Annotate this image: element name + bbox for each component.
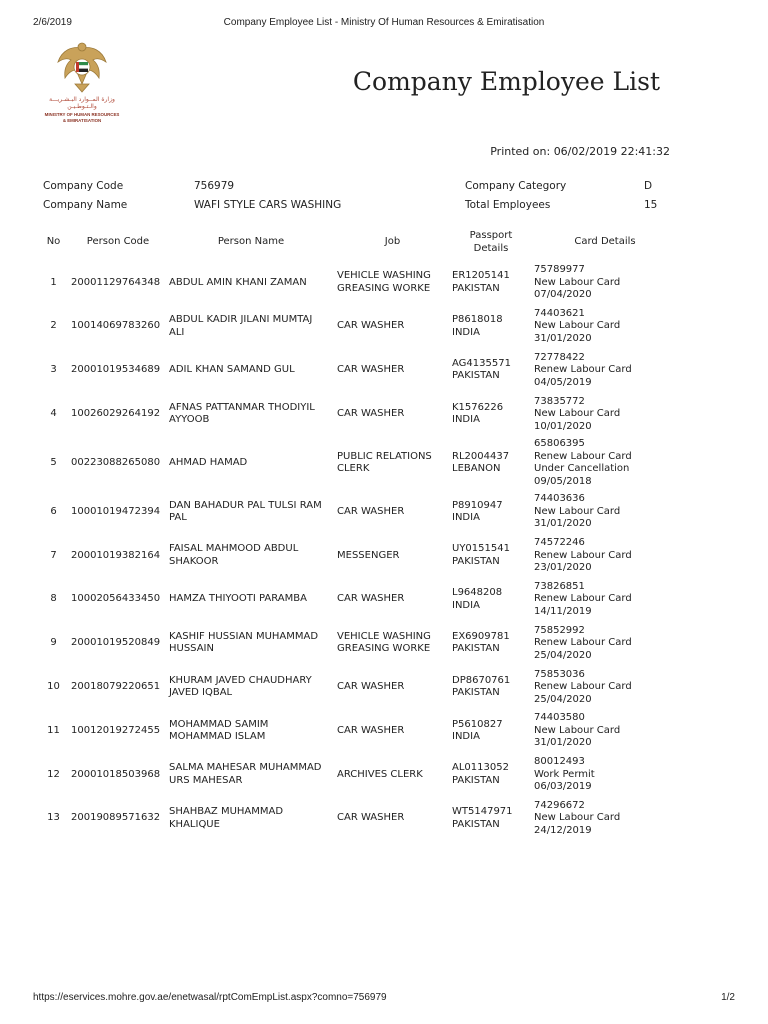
company-code-value: 756979 [194,180,235,192]
cell-passport-details: L9648208 INDIA [452,587,503,611]
cell-passport-details: RL2004437 LEBANON [452,450,510,475]
document-title: Company Employee List [352,67,660,96]
cell-job: CAR WASHER [337,812,405,824]
cell-job: MESSENGER [337,549,400,561]
table-row [38,797,678,841]
cell-passport-details: UY0151541 PAKISTAN [452,543,510,567]
cell-job: CAR WASHER [337,505,405,517]
cell-person-name: ABDUL KADIR JILANI MUMTAJ ALI [169,314,313,338]
table-header-row [38,224,678,261]
cell-person-code: 20001019382164 [71,549,161,561]
header-person-code: Person Code [86,236,150,248]
cell-card-details: 65806395 Renew Labour Card Under Cancellation 09/05/2018 [534,438,632,487]
print-footer [0,992,768,1006]
table-row [38,436,678,490]
cell-person-name: SHAHBAZ MUHAMMAD KHALIQUE [169,806,284,830]
print-date: 2/6/2019 [33,17,72,28]
employee-table [38,224,678,841]
cell-passport-details: ER1205141 PAKISTAN [452,270,510,294]
cell-card-details: 74403621 New Labour Card 31/01/2020 [534,307,621,344]
page-number: 1/2 [721,992,735,1003]
header-job: Job [384,236,401,248]
cell-card-details: 73826851 Renew Labour Card 14/11/2019 [534,580,632,617]
cell-no: 11 [47,724,60,736]
cell-passport-details: K1576226 INDIA [452,401,504,426]
cell-card-details: 74572246 Renew Labour Card 23/01/2020 [534,537,632,574]
header-card-details: Card Details [574,236,636,248]
cell-person-code: 00223088265080 [71,456,161,468]
cell-person-name: KASHIF HUSSIAN MUHAMMAD HUSSAIN [169,630,319,655]
cell-job: CAR WASHER [337,320,405,332]
cell-no: 5 [50,456,57,468]
cell-card-details: 80012493 Work Permit 06/03/2019 [534,756,595,793]
header-no: No [46,236,61,248]
company-category-label: Company Category [465,180,567,192]
cell-no: 9 [50,637,57,649]
company-code-label: Company Code [43,180,124,192]
cell-person-code: 20001019534689 [71,364,161,376]
table-row [38,349,678,393]
cell-person-name: FAISAL MAHMOOD ABDUL SHAKOOR [169,543,299,567]
cell-person-name: AHMAD HAMAD [169,456,248,468]
table-row [38,305,678,349]
company-category-value: D [644,180,653,192]
cell-no: 12 [47,768,60,780]
cell-person-code: 20001018503968 [71,768,161,780]
cell-card-details: 74403636 New Labour Card 31/01/2020 [534,493,621,530]
cell-passport-details: AG4135571 PAKISTAN [452,357,511,382]
cell-person-code: 10001019472394 [71,505,161,517]
cell-passport-details: P8618018 INDIA [452,314,503,338]
cell-no: 13 [47,812,60,824]
header-passport-details: Passport Details [469,230,513,254]
cell-no: 2 [50,320,57,332]
logo-arabic-text: وزارة المــوارد البـشـريـــة والـتـوطـيـن [49,96,115,110]
print-page-title: Company Employee List - Ministry Of Human Resources & Emiratisation [223,17,545,28]
print-header [0,17,768,31]
company-name-value: WAFI STYLE CARS WASHING [194,199,342,211]
table-row [38,622,678,666]
cell-person-name: AFNAS PATTANMAR THODIYIL AYYOOB [169,401,315,426]
cell-person-name: ABDUL AMIN KHANI ZAMAN [169,276,307,288]
cell-job: VEHICLE WASHING GREASING WORKE [337,630,431,655]
cell-person-code: 20001019520849 [71,637,161,649]
total-employees-value: 15 [644,199,658,211]
cell-passport-details: EX6909781 PAKISTAN [452,630,510,655]
cell-no: 7 [50,549,57,561]
cell-job: ARCHIVES CLERK [337,768,423,780]
page-url: https://eservices.mohre.gov.ae/enetwasal/rptComEmpList.aspx?comno=756979 [33,992,387,1003]
cell-person-name: MOHAMMAD SAMIM MOHAMMAD ISLAM [169,718,269,743]
cell-person-name: ADIL KHAN SAMAND GUL [169,364,295,376]
cell-job: CAR WASHER [337,724,405,736]
employee-table-body [38,261,678,841]
cell-no: 10 [47,681,60,693]
cell-passport-details: AL0113052 PAKISTAN [452,762,509,786]
table-row [38,709,678,753]
table-row [38,753,678,797]
cell-no: 8 [50,593,57,605]
cell-passport-details: WT5147971 PAKISTAN [452,806,513,830]
cell-card-details: 73835772 New Labour Card 10/01/2020 [534,395,621,432]
cell-job: CAR WASHER [337,408,405,420]
cell-no: 1 [50,276,57,288]
cell-passport-details: P5610827 INDIA [452,718,503,743]
cell-person-name: KHURAM JAVED CHAUDHARY JAVED IQBAL [169,674,312,699]
uae-falcon-emblem-icon [54,40,110,94]
logo-english-text: MINISTRY OF HUMAN RESOURCES & EMIRATISATION [44,112,120,123]
cell-person-name: HAMZA THIYOOTI PARAMBA [169,593,307,605]
cell-person-code: 10002056433450 [71,593,161,605]
table-row [38,261,678,305]
cell-job: CAR WASHER [337,364,405,376]
table-row [38,665,678,709]
cell-passport-details: P8910947 INDIA [452,499,503,524]
cell-person-code: 10012019272455 [71,724,161,736]
table-row [38,578,678,622]
cell-person-name: DAN BAHADUR PAL TULSI RAM PAL [169,499,322,524]
cell-card-details: 75789977 New Labour Card 07/04/2020 [534,264,621,301]
cell-job: CAR WASHER [337,593,405,605]
cell-job: VEHICLE WASHING GREASING WORKE [337,270,431,294]
cell-no: 3 [50,364,57,376]
header-person-name: Person Name [217,236,285,248]
cell-no: 6 [50,505,57,517]
company-name-label: Company Name [43,199,128,211]
printed-on: Printed on: 06/02/2019 22:41:32 [490,145,670,158]
cell-card-details: 72778422 Renew Labour Card 04/05/2019 [534,351,632,388]
table-row [38,392,678,436]
table-row [38,490,678,534]
table-row [38,534,678,578]
cell-person-code: 20001129764348 [71,276,161,288]
cell-person-code: 10014069783260 [71,320,161,332]
cell-job: PUBLIC RELATIONS CLERK [337,450,432,475]
cell-job: CAR WASHER [337,681,405,693]
cell-card-details: 75852992 Renew Labour Card 25/04/2020 [534,624,632,661]
cell-person-name: SALMA MAHESAR MUHAMMAD URS MAHESAR [169,762,322,786]
total-employees-label: Total Employees [465,199,551,211]
cell-person-code: 20019089571632 [71,812,161,824]
cell-no: 4 [50,408,57,420]
cell-passport-details: DP8670761 PAKISTAN [452,674,511,699]
cell-card-details: 75853036 Renew Labour Card 25/04/2020 [534,668,632,705]
ministry-logo [40,40,124,130]
cell-person-code: 10026029264192 [71,408,161,420]
cell-card-details: 74403580 New Labour Card 31/01/2020 [534,712,621,749]
cell-card-details: 74296672 New Labour Card 24/12/2019 [534,799,621,836]
cell-person-code: 20018079220651 [71,681,161,693]
